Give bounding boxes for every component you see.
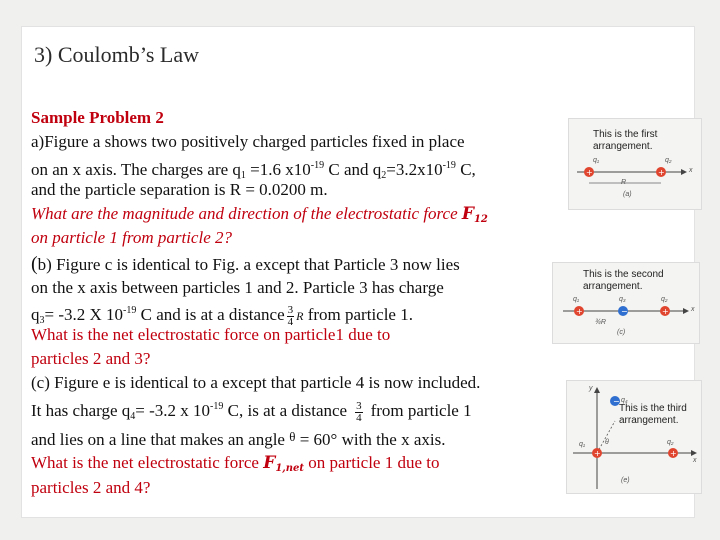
distance-fraction-c: $\frac{3}{4}$ (356, 399, 362, 424)
distance-fraction: $\frac{3}{4}$ (287, 303, 294, 328)
figure-a (568, 118, 702, 210)
part-c-line-2: It has charge $q_4= -3.2$ x $10^{-19}$ C, is at a distance $\frac{3}{4}$ from particle 1 (31, 399, 472, 424)
part-a-question-2: on particle 1 from particle 2? (31, 228, 232, 247)
part-b-question-1: What is the net electrostatic force on particle1 due to (31, 325, 391, 344)
part-b-question-2: particles 2 and 3? (31, 349, 151, 368)
label-q2-e: q₂ (667, 439, 674, 446)
figure-e (566, 380, 702, 494)
svg-text:+: + (658, 168, 665, 177)
part-a-question-1: What are the magnitude and direction of the electrostatic force $F_{12}$ (31, 204, 488, 225)
figure-a-diagram (569, 119, 701, 209)
label-distance-c: ¾R (595, 319, 606, 326)
figure-c (552, 262, 700, 344)
svg-text:+: + (662, 307, 669, 316)
label-q2: q₂ (665, 157, 672, 164)
label-fig-c: (c) (617, 329, 626, 336)
svg-text:−: − (613, 397, 620, 406)
label-q1-c: q₁ (573, 296, 580, 303)
label-x: x (689, 167, 693, 174)
label-R: R (621, 179, 627, 186)
label-q2-c: q₂ (661, 296, 668, 303)
slide-title: 3) Coulomb’s Law (34, 42, 199, 67)
label-q1: q₁ (593, 157, 600, 164)
figure-e-caption: This is the third arrangement. (619, 403, 687, 426)
part-b-line-3: $q_3= -3.2$ X $10^{-19}$ C and is at a distance $\frac{3}{4}$ R from particle 1. (31, 303, 413, 328)
part-c-question-1: What is the net electrostatic force $F_{1,net}$ on particle 1 due to (31, 453, 440, 474)
part-b-line-2: on the x axis between particles 1 and 2. Particle 3 has charge (31, 278, 444, 297)
svg-text:+: + (576, 307, 583, 316)
label-fig-e: (e) (621, 477, 630, 484)
svg-text:−: − (621, 307, 628, 316)
force-f1net-symbol: $F_{1,net}$ (263, 453, 305, 474)
label-x-c: x (691, 306, 695, 313)
label-fig-a: (a) (623, 191, 632, 198)
sample-problem-heading: Sample Problem 2 (31, 108, 164, 127)
part-c-line-3: and lies on a line that makes an angle $^\theta$ = 60° with the x axis. (31, 429, 446, 449)
part-c-line-1: (c) Figure e is identical to a except that particle 4 is now included. (31, 373, 481, 392)
svg-text:+: + (594, 449, 601, 458)
label-q1-e: q₁ (579, 441, 586, 448)
figure-c-caption: This is the second arrangement. (583, 269, 664, 292)
label-q3-c: q₃ (619, 296, 626, 303)
svg-text:+: + (586, 168, 593, 177)
figure-e-diagram (567, 381, 701, 493)
part-a-line-2: on an x axis. The charges are $q_1 =1.6$ $x10^{-19}$ C and $q_2=3.2x10^{-19}$ C, (31, 160, 476, 181)
part-b-line-1: (b) Figure c is identical to Fig. a except that Particle 3 now lies (31, 253, 460, 275)
part-a-line-3: and the particle separation is R = 0.0200 m. (31, 180, 328, 199)
part-c-question-2: particles 2 and 4? (31, 478, 151, 497)
label-y-e: y (589, 385, 593, 392)
label-theta-e: θ (605, 439, 609, 446)
force-f12-symbol: $F_{12}$ (461, 204, 488, 225)
label-q4-e: q₄ (621, 397, 628, 404)
part-a-line-1: a)Figure a shows two positively charged particles fixed in place (31, 132, 465, 151)
label-x-e: x (693, 457, 697, 464)
figure-a-caption: This is the first arrangement. (593, 129, 658, 152)
figure-c-diagram (553, 263, 699, 343)
svg-text:+: + (670, 449, 677, 458)
